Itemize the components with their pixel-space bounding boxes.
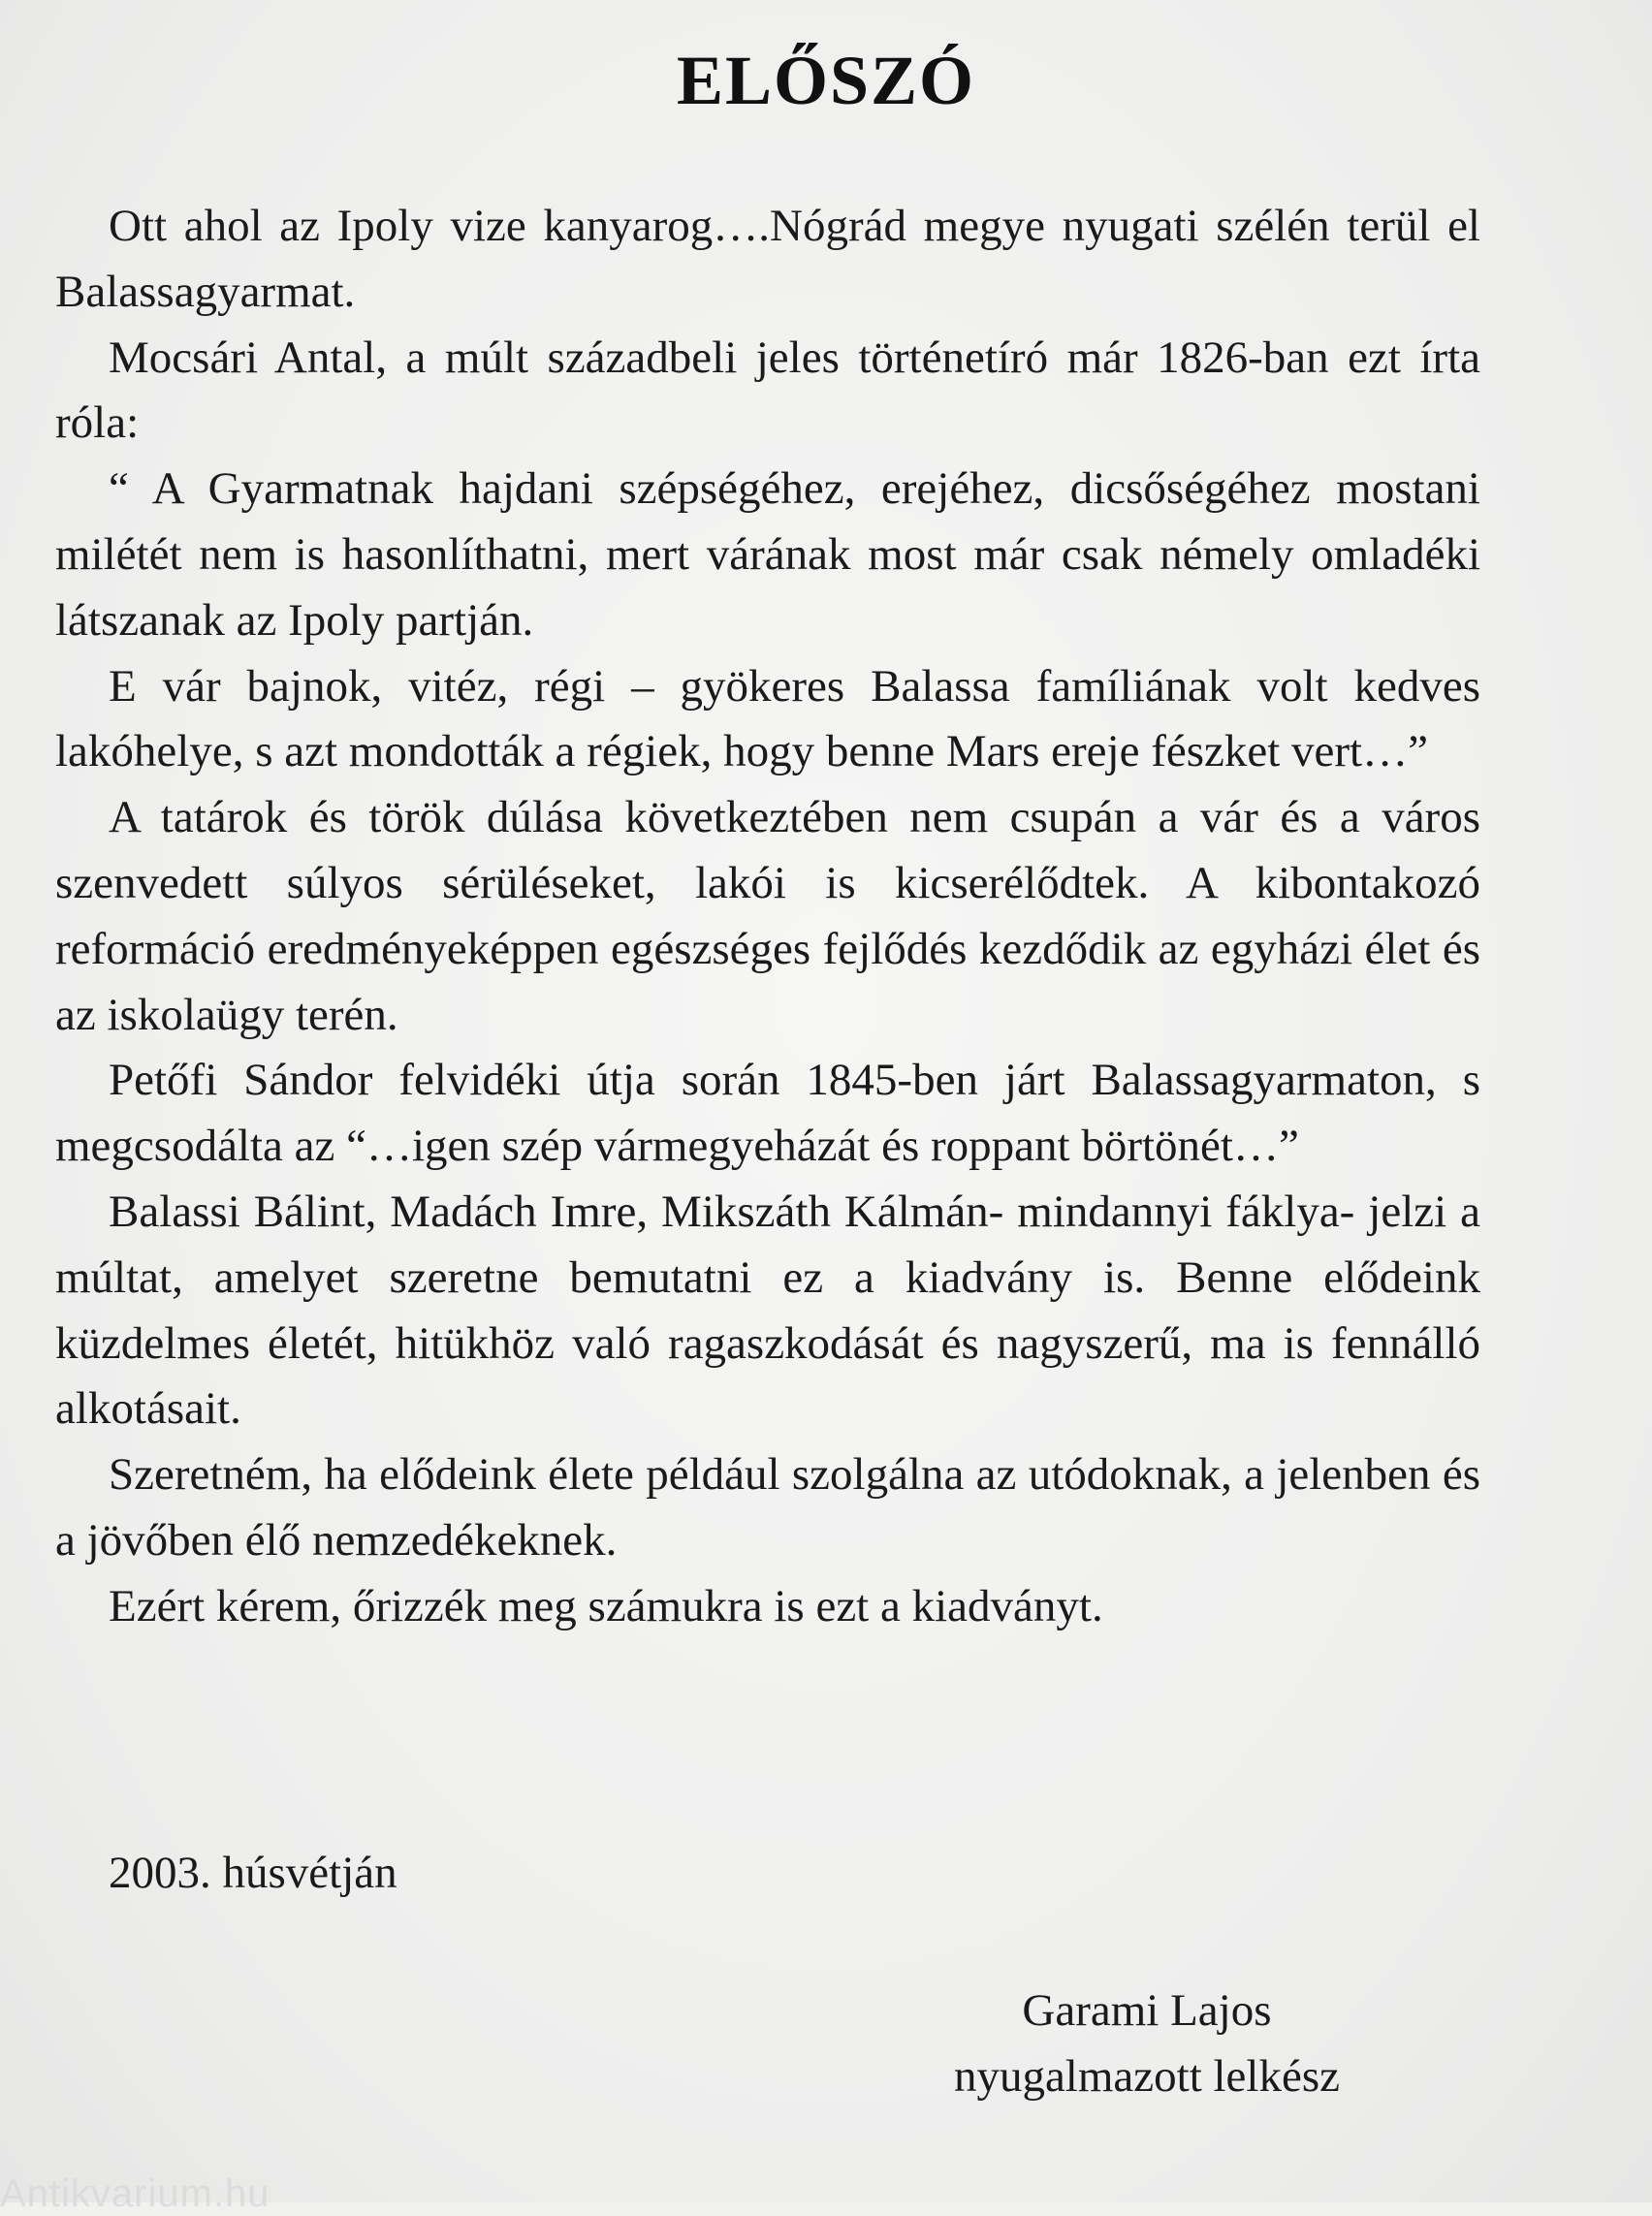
paragraph: Ezért kérem, őrizzék meg számukra is ezt a kiadványt.	[109, 1580, 1103, 1631]
signature-block	[954, 1978, 1340, 2109]
paragraph: E vár bajnok, vitéz, régi – gyökeres Balassa famíliának volt kedves lakóhelye, s azt mondották a régiek, hogy benne Mars ereje fészket vert…”	[55, 660, 1480, 777]
paragraph: Petőfi Sándor felvidéki útja során 1845-ben járt Balassagyarmaton, s megcsodálta az “…igen szép vármegyeházát és roppant börtönét…”	[55, 1055, 1480, 1172]
paragraph: A tatárok és török dúlása következtében nem csupán a vár és a város szenvedett súlyos sérüléseket, lakói is kicserélődtek. A kibontakozó reformáció eredményeképpen egészséges fejlődés kezdődik az egyházi élet és az iskolaügy terén.	[55, 792, 1480, 1040]
paragraph: Balassi Bálint, Madách Imre, Mikszáth Kálmán- mindannyi fáklya- jelzi a múltat, amelyet szeretne bemutatni ez a kiadvány is. Benne elődeink küzdelmes életét, hitükhöz való ragaszkodását és nagyszerű, ma is fennálló alkotásait.	[55, 1186, 1480, 1435]
paragraph: Mocsári Antal, a múlt századbeli jeles történetíró már 1826-ban ezt írta róla:	[55, 332, 1480, 449]
signature-name: Garami Lajos	[1022, 1985, 1272, 2036]
date-line: 2003. húsvétján	[109, 1848, 397, 1898]
paragraph: “ A Gyarmatnak hajdani szépségéhez, erejéhez, dicsőségéhez mostani milétét nem is hasonlíthatni, mert várának most már csak némely omladéki látszanak az Ipoly partján.	[55, 463, 1480, 646]
page-title: ELŐSZÓ	[676, 42, 976, 119]
paragraph: Szeretném, ha elődeink élete például szolgálna az utódoknak, a jelenben és a jövőben élő nemzedékeknek.	[55, 1449, 1480, 1566]
watermark: Antikvarium.hu	[0, 2172, 270, 2215]
paragraph: Ott ahol az Ipoly vize kanyarog….Nógrád megye nyugati szélén terül el Balassagyarmat.	[55, 201, 1480, 317]
signature-role: nyugalmazott lelkész	[953, 2051, 1340, 2102]
preface-body	[55, 194, 1480, 1640]
